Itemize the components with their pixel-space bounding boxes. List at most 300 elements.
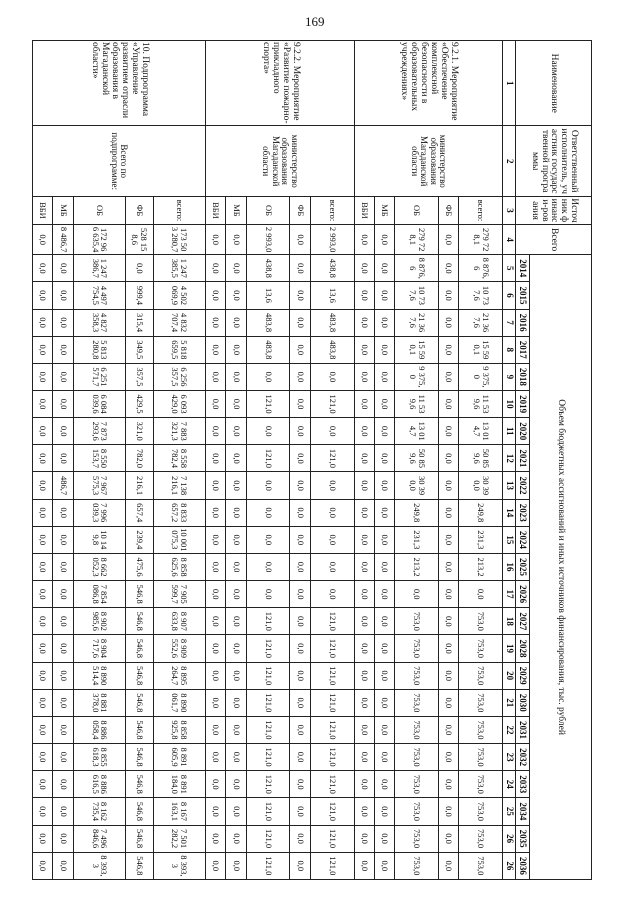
value-cell: 0,0 — [226, 744, 246, 771]
value-cell: 0,0 — [226, 852, 246, 879]
total-cell: 172 966 635,4 — [73, 225, 125, 255]
value-cell: 8 833 657,2 — [153, 499, 205, 526]
value-cell: 0,0 — [438, 771, 458, 798]
value-cell: 0,0 — [53, 798, 73, 825]
value-cell: 0,0 — [310, 526, 354, 553]
source-cell: МБ — [226, 196, 246, 224]
index-cell: 3 — [503, 196, 516, 224]
value-cell: 30 390,0 — [459, 472, 503, 499]
value-cell: 546,8 — [126, 852, 153, 879]
value-cell: 0,0 — [374, 553, 394, 580]
value-cell: 0,0 — [290, 608, 310, 635]
value-cell: 0,0 — [53, 744, 73, 771]
value-cell: 0,0 — [290, 499, 310, 526]
value-cell: 0,0 — [206, 499, 226, 526]
value-cell: 0,0 — [33, 309, 53, 336]
value-cell: 0,0 — [438, 852, 458, 879]
value-cell: 753,0 — [459, 662, 503, 689]
value-cell: 8 895 264,7 — [153, 662, 205, 689]
value-cell: 121,0 — [310, 662, 354, 689]
value-cell: 753,0 — [459, 689, 503, 716]
value-cell: 0,0 — [374, 526, 394, 553]
value-cell: 8 876,6 — [459, 255, 503, 282]
value-cell: 239,4 — [126, 526, 153, 553]
value-cell: 0,0 — [246, 526, 290, 553]
source-cell: всего: — [310, 196, 354, 224]
value-cell: 1 247 386,7 — [73, 255, 125, 282]
value-cell: 9 375,0 — [395, 363, 439, 390]
value-cell: 0,0 — [206, 798, 226, 825]
value-cell: 0,0 — [226, 771, 246, 798]
value-cell: 0,0 — [53, 309, 73, 336]
value-cell: 8 876,6 — [395, 255, 439, 282]
value-cell: 0,0 — [53, 526, 73, 553]
header-row — [530, 41, 592, 880]
table-row — [310, 41, 354, 880]
value-cell: 0,0 — [206, 526, 226, 553]
value-cell: 0,0 — [33, 499, 53, 526]
value-cell: 0,0 — [374, 391, 394, 418]
value-cell: 0,0 — [354, 526, 374, 553]
value-cell: 8 909 552,6 — [153, 635, 205, 662]
value-cell: 753,0 — [395, 825, 439, 852]
index-row — [503, 41, 516, 880]
value-cell: 15 590,1 — [459, 336, 503, 363]
value-cell: 546,8 — [126, 744, 153, 771]
value-cell: 0,0 — [374, 336, 394, 363]
value-cell: 0,0 — [33, 526, 53, 553]
value-cell: 0,0 — [246, 418, 290, 445]
value-cell: 8 891 605,9 — [153, 744, 205, 771]
value-cell: 753,0 — [459, 852, 503, 879]
value-cell: 7 905 599,7 — [153, 581, 205, 608]
value-cell: 0,0 — [53, 418, 73, 445]
value-cell: 0,0 — [290, 581, 310, 608]
value-cell: 7 496 846,6 — [73, 825, 125, 852]
value-cell: 0,0 — [374, 445, 394, 472]
index-cell: 20 — [503, 662, 516, 689]
value-cell: 0,0 — [53, 825, 73, 852]
index-cell: 13 — [503, 472, 516, 499]
value-cell: 0,0 — [354, 418, 374, 445]
value-cell: 10 149,8 — [73, 526, 125, 553]
value-cell: 7 967 575,3 — [73, 472, 125, 499]
value-cell: 0,0 — [206, 635, 226, 662]
header-year: 2026 — [516, 581, 530, 608]
value-cell: 0,0 — [354, 255, 374, 282]
index-cell: 21 — [503, 689, 516, 716]
value-cell: 8 550 153,7 — [73, 445, 125, 472]
value-cell: 0,0 — [290, 255, 310, 282]
value-cell: 121,0 — [246, 608, 290, 635]
header-year: 2027 — [516, 608, 530, 635]
value-cell: 0,0 — [206, 472, 226, 499]
value-cell: 121,0 — [246, 689, 290, 716]
value-cell: 121,0 — [246, 662, 290, 689]
value-cell: 0,0 — [354, 499, 374, 526]
value-cell: 0,0 — [374, 744, 394, 771]
total-cell: 279 728,1 — [459, 225, 503, 255]
value-cell: 0,0 — [206, 581, 226, 608]
value-cell: 0,0 — [226, 825, 246, 852]
header-source: Источник финанси-рования — [516, 196, 592, 224]
value-cell: 8 855 618,3 — [73, 744, 125, 771]
value-cell: 0,0 — [374, 852, 394, 879]
value-cell: 486,7 — [53, 472, 73, 499]
index-cell: 15 — [503, 526, 516, 553]
value-cell: 753,0 — [459, 825, 503, 852]
value-cell: 0,0 — [290, 798, 310, 825]
value-cell: 0,0 — [53, 662, 73, 689]
value-cell: 0,0 — [395, 581, 439, 608]
index-cell: 18 — [503, 608, 516, 635]
value-cell: 0,0 — [438, 716, 458, 743]
value-cell: 13 014,7 — [459, 418, 503, 445]
value-cell: 0,0 — [246, 499, 290, 526]
value-cell: 429,5 — [126, 391, 153, 418]
value-cell: 0,0 — [290, 553, 310, 580]
value-cell: 0,0 — [354, 391, 374, 418]
value-cell: 0,0 — [374, 581, 394, 608]
value-cell: 8 167 163,1 — [153, 798, 205, 825]
value-cell: 0,0 — [206, 716, 226, 743]
total-cell: 8 486,7 — [53, 225, 73, 255]
value-cell: 0,0 — [226, 716, 246, 743]
index-cell: 25 — [503, 798, 516, 825]
index-cell: 4 — [503, 225, 516, 255]
value-cell: 0,0 — [226, 445, 246, 472]
table-row — [153, 41, 205, 880]
header-name: Наименование — [516, 41, 592, 126]
value-cell: 753,0 — [395, 689, 439, 716]
value-cell: 121,0 — [310, 391, 354, 418]
source-cell: ВБИ — [206, 196, 226, 224]
value-cell: 8 858 625,6 — [153, 553, 205, 580]
value-cell: 121,0 — [310, 445, 354, 472]
value-cell: 5 818 659,5 — [153, 336, 205, 363]
value-cell: 121,0 — [310, 771, 354, 798]
value-cell: 753,0 — [395, 662, 439, 689]
value-cell: 0,0 — [33, 689, 53, 716]
header-year: 2035 — [516, 825, 530, 852]
value-cell: 0,0 — [53, 716, 73, 743]
value-cell: 0,0 — [33, 472, 53, 499]
value-cell: 13,6 — [246, 282, 290, 309]
value-cell: 0,0 — [226, 255, 246, 282]
value-cell: 546,8 — [126, 798, 153, 825]
total-cell: 0,0 — [33, 225, 53, 255]
value-cell: 0,0 — [438, 363, 458, 390]
total-cell: 173 503 280,7 — [153, 225, 205, 255]
index-cell: 12 — [503, 445, 516, 472]
value-cell: 753,0 — [395, 852, 439, 879]
value-cell: 0,0 — [374, 418, 394, 445]
value-cell: 0,0 — [33, 798, 53, 825]
value-cell: 0,0 — [33, 445, 53, 472]
value-cell: 0,0 — [354, 689, 374, 716]
value-cell: 21 367,6 — [459, 309, 503, 336]
value-cell: 0,0 — [438, 336, 458, 363]
value-cell: 0,0 — [438, 581, 458, 608]
header-year: 2036 — [516, 852, 530, 879]
value-cell: 4 827 358,3 — [73, 309, 125, 336]
value-cell: 0,0 — [53, 445, 73, 472]
value-cell: 0,0 — [354, 716, 374, 743]
source-cell: всего: — [459, 196, 503, 224]
index-cell: 2 — [503, 126, 516, 196]
value-cell: 999,4 — [126, 282, 153, 309]
value-cell: 0,0 — [290, 309, 310, 336]
value-cell: 0,0 — [438, 472, 458, 499]
value-cell: 0,0 — [354, 336, 374, 363]
header-total: Всего — [516, 225, 592, 255]
total-cell: 279 728,1 — [395, 225, 439, 255]
source-cell: ОБ — [73, 196, 125, 224]
page-number: 169 — [305, 14, 325, 29]
value-cell: 213,2 — [459, 553, 503, 580]
value-cell: 315,4 — [126, 309, 153, 336]
index-cell: 11 — [503, 418, 516, 445]
value-cell: 9 375,0 — [459, 363, 503, 390]
total-cell: 0,0 — [374, 225, 394, 255]
value-cell: 0,0 — [374, 662, 394, 689]
value-cell: 0,0 — [438, 255, 458, 282]
value-cell: 121,0 — [310, 608, 354, 635]
value-cell: 0,0 — [290, 282, 310, 309]
value-cell: 4 497 754,5 — [73, 282, 125, 309]
value-cell: 10 737,6 — [459, 282, 503, 309]
value-cell: 0,0 — [33, 608, 53, 635]
value-cell: 0,0 — [374, 825, 394, 852]
total-cell: 0,0 — [206, 225, 226, 255]
value-cell: 8 858 925,8 — [153, 716, 205, 743]
value-cell: 0,0 — [438, 798, 458, 825]
value-cell: 0,0 — [374, 282, 394, 309]
value-cell: 0,0 — [354, 771, 374, 798]
value-cell: 8 393,3 — [73, 852, 125, 879]
value-cell: 0,0 — [33, 716, 53, 743]
value-cell: 0,0 — [206, 309, 226, 336]
value-cell: 0,0 — [290, 825, 310, 852]
value-cell: 50 859,6 — [395, 445, 439, 472]
value-cell: 0,0 — [246, 553, 290, 580]
value-cell: 0,0 — [53, 635, 73, 662]
value-cell: 0,0 — [310, 499, 354, 526]
value-cell: 0,0 — [374, 472, 394, 499]
value-cell: 0,0 — [206, 255, 226, 282]
value-cell: 349,5 — [126, 336, 153, 363]
value-cell: 0,0 — [226, 472, 246, 499]
value-cell: 8 558 782,4 — [153, 445, 205, 472]
value-cell: 0,0 — [354, 581, 374, 608]
value-cell: 0,0 — [374, 798, 394, 825]
value-cell: 6 251 571,7 — [73, 363, 125, 390]
value-cell: 0,0 — [33, 282, 53, 309]
value-cell: 0,0 — [33, 581, 53, 608]
value-cell: 0,0 — [226, 526, 246, 553]
value-cell: 21 367,6 — [395, 309, 439, 336]
value-cell: 121,0 — [246, 445, 290, 472]
total-cell: 0,0 — [438, 225, 458, 255]
value-cell: 4 832 707,4 — [153, 309, 205, 336]
value-cell: 121,0 — [246, 716, 290, 743]
value-cell: 0,0 — [226, 282, 246, 309]
value-cell: 231,3 — [459, 526, 503, 553]
value-cell: 0,0 — [290, 418, 310, 445]
value-cell: 121,0 — [246, 391, 290, 418]
value-cell: 0,0 — [206, 282, 226, 309]
index-cell: 26 — [503, 852, 516, 879]
value-cell: 0,0 — [290, 771, 310, 798]
value-cell: 0,0 — [53, 689, 73, 716]
value-cell: 121,0 — [310, 744, 354, 771]
value-cell: 0,0 — [354, 744, 374, 771]
value-cell: 0,0 — [206, 418, 226, 445]
value-cell: 0,0 — [290, 336, 310, 363]
value-cell: 546,8 — [126, 771, 153, 798]
value-cell: 0,0 — [374, 771, 394, 798]
header-year: 2022 — [516, 472, 530, 499]
source-cell: ОБ — [246, 196, 290, 224]
value-cell: 0,0 — [226, 309, 246, 336]
value-cell: 483,8 — [310, 336, 354, 363]
index-cell: 5 — [503, 255, 516, 282]
value-cell: 0,0 — [310, 363, 354, 390]
value-cell: 475,6 — [126, 553, 153, 580]
value-cell: 0,0 — [290, 363, 310, 390]
header-year: 2018 — [516, 363, 530, 390]
value-cell: 0,0 — [33, 771, 53, 798]
value-cell: 0,0 — [33, 553, 53, 580]
index-cell: 7 — [503, 309, 516, 336]
value-cell: 753,0 — [395, 716, 439, 743]
total-cell: 2 993,0 — [310, 225, 354, 255]
value-cell: 0,0 — [206, 825, 226, 852]
source-cell: ВБИ — [354, 196, 374, 224]
value-cell: 8 393,3 — [153, 852, 205, 879]
value-cell: 249,8 — [395, 499, 439, 526]
value-cell: 0,0 — [33, 852, 53, 879]
value-cell: 0,0 — [290, 716, 310, 743]
value-cell: 0,0 — [374, 608, 394, 635]
value-cell: 8 904 717,6 — [73, 635, 125, 662]
value-cell: 121,0 — [310, 798, 354, 825]
activity-name: 9.2.2. Мероприятие «Развитие пожарно-прикладного спорта» — [206, 41, 354, 126]
value-cell: 121,0 — [310, 825, 354, 852]
value-cell: 0,0 — [53, 255, 73, 282]
value-cell: 0,0 — [438, 499, 458, 526]
value-cell: 6 084 039,6 — [73, 391, 125, 418]
value-cell: 0,0 — [374, 499, 394, 526]
header-funding-title: Объем бюджетных ассигнований и иных источников финансирования, тыс. рублей — [530, 255, 592, 880]
value-cell: 8 902 985,6 — [73, 608, 125, 635]
value-cell: 0,0 — [438, 662, 458, 689]
value-cell: 121,0 — [310, 852, 354, 879]
index-cell: 9 — [503, 363, 516, 390]
value-cell: 546,8 — [126, 716, 153, 743]
value-cell: 753,0 — [459, 608, 503, 635]
value-cell: 438,8 — [246, 255, 290, 282]
value-cell: 546,8 — [126, 689, 153, 716]
value-cell: 13,6 — [310, 282, 354, 309]
value-cell: 8 886 058,4 — [73, 716, 125, 743]
value-cell: 0,0 — [226, 336, 246, 363]
value-cell: 0,0 — [206, 363, 226, 390]
value-cell: 483,8 — [310, 309, 354, 336]
activity-name: 10. Подпрограмма «Управление развитием отрасли образования в Магаданской области» — [33, 41, 206, 126]
value-cell: 0,0 — [354, 825, 374, 852]
value-cell: 121,0 — [246, 744, 290, 771]
value-cell: 0,0 — [438, 391, 458, 418]
value-cell: 0,0 — [438, 689, 458, 716]
value-cell: 0,0 — [33, 825, 53, 852]
value-cell: 0,0 — [438, 309, 458, 336]
header-year: 2015 — [516, 282, 530, 309]
value-cell: 753,0 — [395, 744, 439, 771]
value-cell: 0,0 — [310, 581, 354, 608]
value-cell: 1 247 385,5 — [153, 255, 205, 282]
value-cell: 7 854 086,8 — [73, 581, 125, 608]
source-cell: ФБ — [438, 196, 458, 224]
value-cell: 0,0 — [246, 472, 290, 499]
value-cell: 753,0 — [459, 798, 503, 825]
value-cell: 121,0 — [246, 825, 290, 852]
value-cell: 7 996 039,3 — [73, 499, 125, 526]
value-cell: 0,0 — [374, 689, 394, 716]
value-cell: 0,0 — [126, 255, 153, 282]
value-cell: 11 539,6 — [395, 391, 439, 418]
value-cell: 0,0 — [354, 635, 374, 662]
value-cell: 0,0 — [354, 662, 374, 689]
value-cell: 0,0 — [53, 336, 73, 363]
value-cell: 0,0 — [206, 391, 226, 418]
table-row — [459, 41, 503, 880]
value-cell: 0,0 — [53, 553, 73, 580]
value-cell: 753,0 — [395, 608, 439, 635]
header-year: 2029 — [516, 662, 530, 689]
header-year: 2023 — [516, 499, 530, 526]
value-cell: 0,0 — [33, 391, 53, 418]
index-cell: 16 — [503, 553, 516, 580]
value-cell: 0,0 — [226, 363, 246, 390]
value-cell: 7 138 216,1 — [153, 472, 205, 499]
value-cell: 753,0 — [459, 771, 503, 798]
value-cell: 0,0 — [33, 662, 53, 689]
value-cell: 0,0 — [206, 689, 226, 716]
index-cell: 24 — [503, 771, 516, 798]
value-cell: 8 662 052,3 — [73, 553, 125, 580]
index-cell: 22 — [503, 716, 516, 743]
total-cell: 2 993,0 — [246, 225, 290, 255]
value-cell: 7 501 282,2 — [153, 825, 205, 852]
value-cell: 0,0 — [290, 852, 310, 879]
value-cell: 0,0 — [33, 255, 53, 282]
source-cell: всего: — [153, 196, 205, 224]
header-year: 2030 — [516, 689, 530, 716]
value-cell: 0,0 — [53, 499, 73, 526]
index-cell: 14 — [503, 499, 516, 526]
value-cell: 121,0 — [310, 716, 354, 743]
value-cell: 753,0 — [395, 798, 439, 825]
value-cell: 0,0 — [290, 391, 310, 418]
value-cell: 0,0 — [226, 689, 246, 716]
value-cell: 0,0 — [33, 744, 53, 771]
value-cell: 0,0 — [374, 309, 394, 336]
value-cell: 10 737,6 — [395, 282, 439, 309]
header-year: 2028 — [516, 635, 530, 662]
index-cell: 17 — [503, 581, 516, 608]
value-cell: 0,0 — [374, 716, 394, 743]
